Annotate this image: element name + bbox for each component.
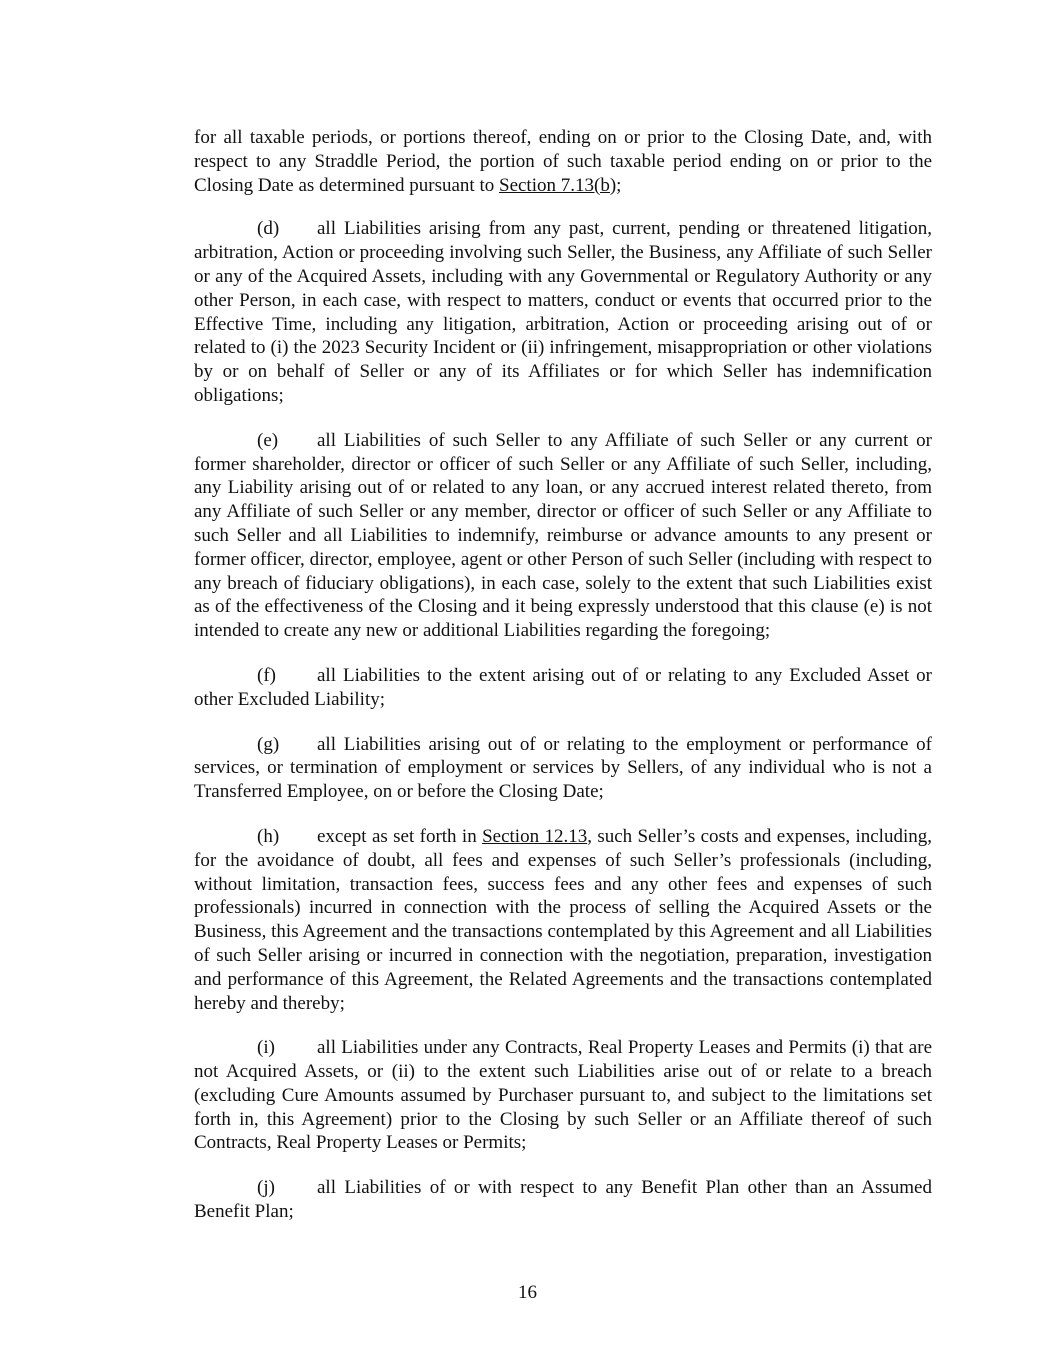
paragraph-text: ; (616, 174, 622, 196)
clause-label: (h) (257, 825, 280, 847)
paragraph-text: all Liabilities arising from any past, current, pending or threatened litigation, arbitration, Action or proceeding involving such Seller, the Business, any Affiliate of such Seller or any of the Acquired Assets, including with any Governmental or Regulatory Authority or any other Person, in each case, with respect to matters, conduct or events that occurred prior to the Effective Time, including any litigation, arbitration, Action or proceeding arising out of or related to (i) the 2023 Security Incident or (ii) infringement, misappropriation or other violations by or on behalf of Seller or any of its Affiliates or for which Seller has indemnification obligations; (194, 218, 932, 406)
paragraph-text: all Liabilities of such Seller to any Affiliate of such Seller or any current or former shareholder, director or officer of such Seller or any Affiliate of such Seller, including, any Liability arising out of or related to any loan, or any accrued interest related thereto, from any Affiliate of such Seller or any member, director or officer of such Seller or any Affiliate to such Seller and all Liabilities to indemnify, reimburse or advance amounts to any present or former officer, director, employee, agent or other Person of such Seller (including with respect to any breach of fiduciary obligations), in each case, solely to the extent that such Liabilities exist as of the effectiveness of the Closing and it being expressly understood that this clause (e) is not intended to create any new or additional Liabilities regarding the foregoing; (194, 429, 932, 642)
clause-label: (f) (257, 664, 276, 686)
paragraph-h (194, 825, 932, 1015)
paragraph-text: all Liabilities under any Contracts, Real Property Leases and Permits (i) that are not Acquired Assets, or (ii) to the extent such Liabilities arise out of or relate to a breach (excluding Cure Amounts assumed by Purchaser pursuant to, and subject to the limitations set forth in, this Agreement) prior to the Closing by such Seller or an Affiliate thereof of such Contracts, Real Property Leases or Permits; (194, 1037, 932, 1154)
paragraph-text: all Liabilities of or with respect to any Benefit Plan other than an Assumed Benefit Plan; (194, 1177, 932, 1223)
clause-label: (d) (257, 218, 280, 240)
document-page (194, 126, 932, 1245)
section-reference: Section 7.13(b) (499, 174, 617, 196)
clause-label: (i) (257, 1037, 275, 1059)
paragraph-f (194, 664, 932, 712)
paragraph-i (194, 1036, 932, 1155)
page-number: 16 (518, 1282, 537, 1303)
paragraph-j (194, 1176, 932, 1224)
paragraph-text: , such Seller’s costs and expenses, including, for the avoidance of doubt, all fees and expenses of such Seller’s professionals (including, without limitation, transaction fees, success fees and any other fees and expenses of such professionals) incurred in connection with the process of selling the Acquired Assets or the Business, this Agreement and the transactions contemplated by this Agreement and all Liabilities of such Seller arising or incurred in connection with the negotiation, preparation, investigation and performance of this Agreement, the Related Agreements and the transactions contemplated hereby and thereby; (194, 825, 932, 1014)
paragraph-text: except as set forth in (317, 825, 483, 847)
paragraph-d (194, 217, 932, 407)
clause-label: (e) (257, 429, 279, 451)
paragraph-c-continued (194, 126, 932, 197)
clause-label: (j) (257, 1177, 275, 1199)
paragraph-text: all Liabilities to the extent arising out of or relating to any Excluded Asset or other Excluded Liability; (194, 664, 932, 710)
paragraph-text: for all taxable periods, or portions thereof, ending on or prior to the Closing Date, and, with respect to any Straddle Period, the portion of such taxable period ending on or prior to the Closing Date as determined pursuant to (194, 127, 932, 196)
paragraph-e (194, 429, 932, 643)
section-reference: Section 12.13 (482, 825, 588, 847)
paragraph-text: all Liabilities arising out of or relating to the employment or performance of services, or termination of employment or services by Sellers, of any individual who is not a Transferred Employee, on or before the Closing Date; (194, 733, 932, 803)
paragraph-g (194, 733, 932, 804)
clause-label: (g) (257, 733, 280, 755)
